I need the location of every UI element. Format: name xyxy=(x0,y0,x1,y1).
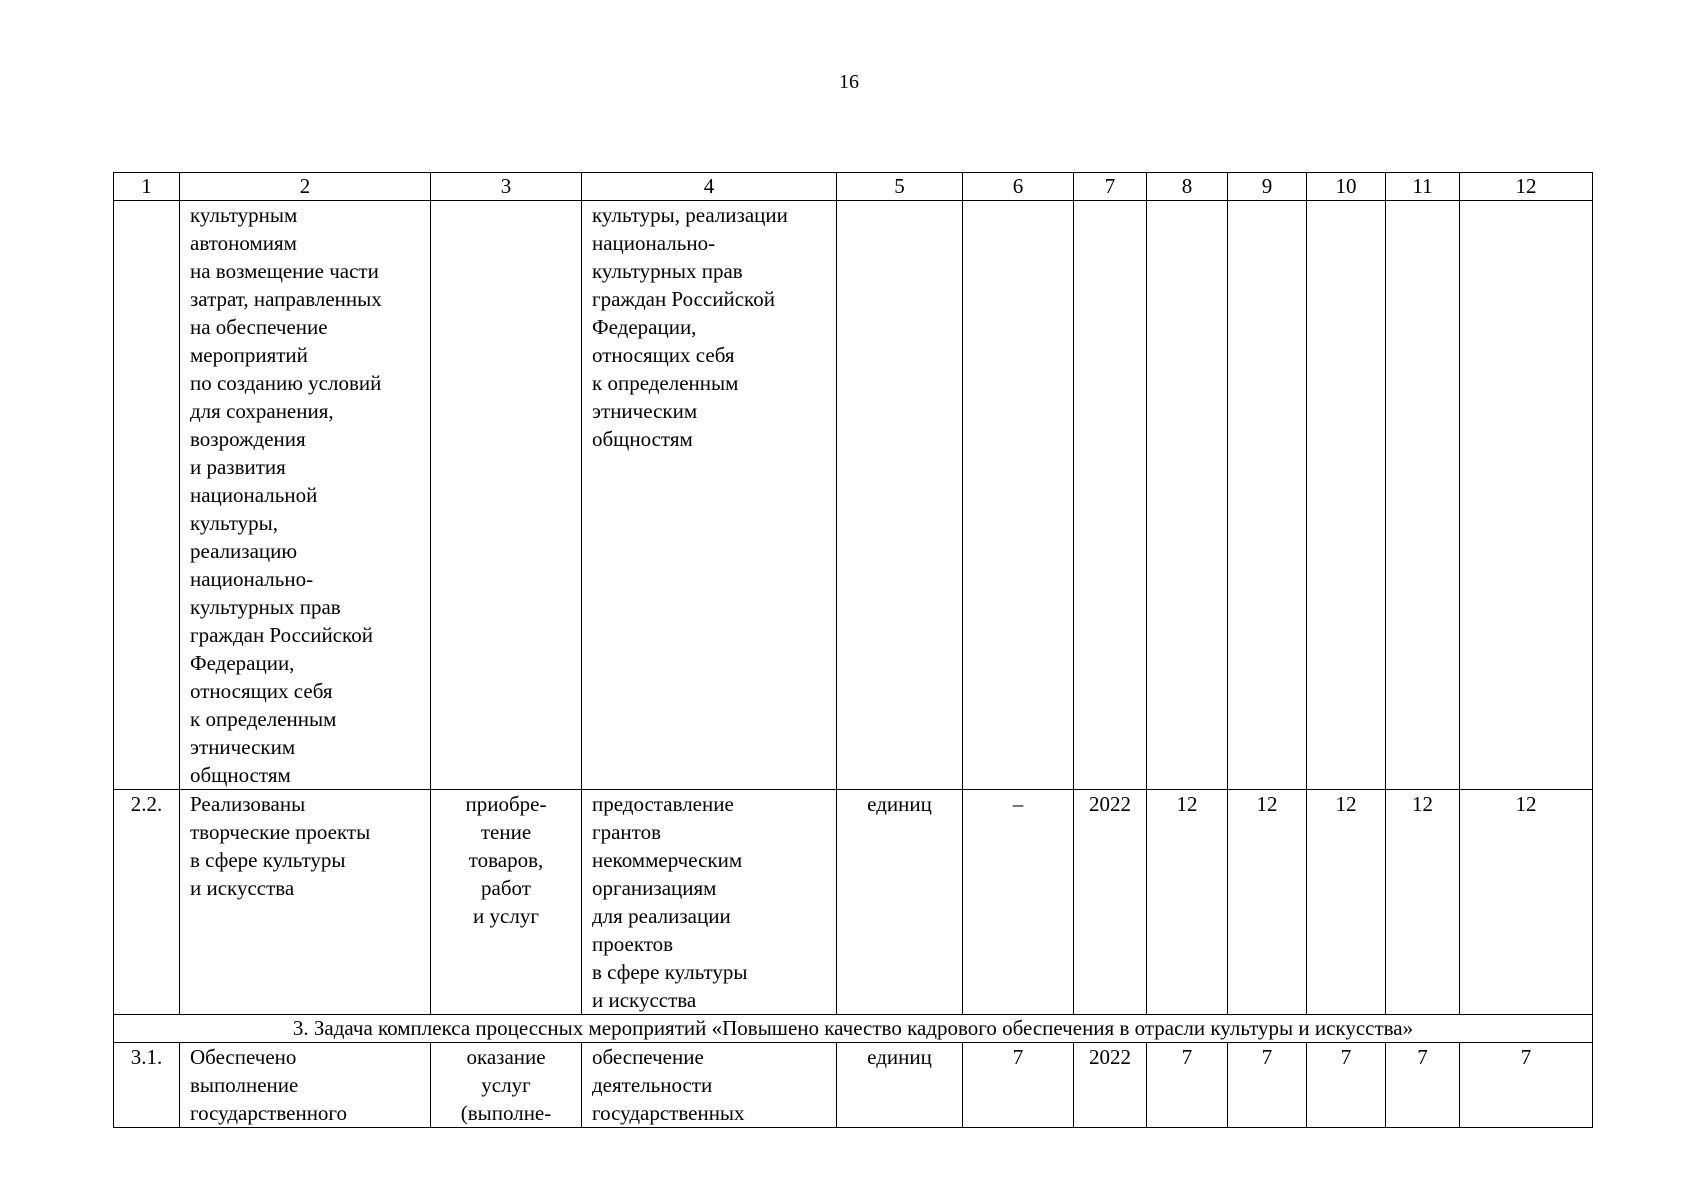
cell-text-line: и развития xyxy=(190,455,286,479)
task-heading: 3. Задача комплекса процессных мероприятий «Повышено качество кадрового обеспечения в отрасли культуры и искусства» xyxy=(114,1015,1593,1043)
measure-type-cell xyxy=(431,790,582,1015)
cell-text-line: на обеспечение xyxy=(190,315,328,339)
cell-text-line: для реализации xyxy=(592,904,731,928)
result-name-cell xyxy=(180,790,431,1015)
base-value-cell: 7 xyxy=(963,1043,1074,1128)
measure-type-cell xyxy=(431,201,582,790)
cell-text-line: национально- xyxy=(190,567,314,591)
table-row-continuation xyxy=(114,201,1593,790)
value-cell: 7 xyxy=(1307,1043,1386,1128)
column-number: 2 xyxy=(180,173,431,201)
value-cell: 7 xyxy=(1147,1043,1228,1128)
cell-text-line: работ xyxy=(481,876,531,900)
measure-type-cell xyxy=(431,1043,582,1128)
cell-text-line: государственных xyxy=(592,1101,745,1125)
measure-description-cell xyxy=(582,1043,837,1128)
cell-text-line: товаров, xyxy=(468,848,544,872)
column-number: 1 xyxy=(114,173,180,201)
row-number-cell: 3.1. xyxy=(114,1043,180,1128)
cell-text-line: по созданию условий xyxy=(190,371,382,395)
column-number: 5 xyxy=(837,173,963,201)
value-cell xyxy=(1386,201,1460,790)
cell-text-line: в сфере культуры xyxy=(190,848,346,872)
cell-text-line: автономиям xyxy=(190,231,297,255)
result-name-cell xyxy=(180,201,431,790)
unit-cell: единиц xyxy=(837,1043,963,1128)
base-year-cell: 2022 xyxy=(1074,790,1147,1015)
cell-text-line: деятельности xyxy=(592,1073,713,1097)
base-year-cell: 2022 xyxy=(1074,1043,1147,1128)
cell-text-line: возрождения xyxy=(190,427,306,451)
value-cell xyxy=(1228,201,1307,790)
cell-text-line: государственного xyxy=(190,1101,348,1125)
cell-text-line: реализацию xyxy=(190,539,298,563)
cell-text-line: приобре- xyxy=(465,792,547,816)
cell-text-line: оказание xyxy=(466,1045,546,1069)
cell-text-line: мероприятий xyxy=(190,343,308,367)
value-cell: 12 xyxy=(1307,790,1386,1015)
row-number-cell xyxy=(114,201,180,790)
cell-text-line: проектов xyxy=(592,932,674,956)
cell-text-line: культурных прав xyxy=(190,595,341,619)
column-number-row xyxy=(114,173,1593,201)
value-cell: 12 xyxy=(1460,790,1593,1015)
column-number: 4 xyxy=(582,173,837,201)
value-cell: 7 xyxy=(1228,1043,1307,1128)
row-number-cell: 2.2. xyxy=(114,790,180,1015)
cell-text-line: культуры, xyxy=(190,511,278,535)
cell-text-line: граждан Российской xyxy=(190,623,373,647)
column-number: 10 xyxy=(1307,173,1386,201)
cell-text-line: на возмещение части xyxy=(190,259,379,283)
cell-text-line: общностям xyxy=(592,427,693,451)
column-number: 11 xyxy=(1386,173,1460,201)
measures-table xyxy=(113,172,1593,1128)
cell-text-line: Обеспечено xyxy=(190,1045,297,1069)
value-cell: 7 xyxy=(1460,1043,1593,1128)
cell-text-line: обеспечение xyxy=(592,1045,704,1069)
column-number: 3 xyxy=(431,173,582,201)
cell-text-line: национальной xyxy=(190,483,318,507)
cell-text-line: культурным xyxy=(190,203,298,227)
cell-text-line: граждан Российской xyxy=(592,287,775,311)
cell-text-line: культурных прав xyxy=(592,259,743,283)
cell-text-line: культуры, реализации xyxy=(592,203,788,227)
cell-text-line: (выполне- xyxy=(460,1101,552,1125)
cell-text-line: Федерации, xyxy=(190,651,295,675)
cell-text-line: и искусства xyxy=(190,876,295,900)
column-number: 6 xyxy=(963,173,1074,201)
unit-cell: единиц xyxy=(837,790,963,1015)
cell-text-line: относящих себя xyxy=(592,343,735,367)
cell-text-line: услуг xyxy=(481,1073,531,1097)
value-cell xyxy=(1460,201,1593,790)
base-value-cell xyxy=(963,201,1074,790)
cell-text-line: выполнение xyxy=(190,1073,299,1097)
cell-text-line: и услуг xyxy=(473,904,539,928)
cell-text-line: для сохранения, xyxy=(190,399,334,423)
cell-text-line: творческие проекты xyxy=(190,820,371,844)
cell-text-line: относящих себя xyxy=(190,679,333,703)
column-number: 9 xyxy=(1228,173,1307,201)
table-row-2-2 xyxy=(114,790,1593,1015)
base-value-cell: – xyxy=(963,790,1074,1015)
cell-text-line: общностям xyxy=(190,763,291,787)
cell-text-line: некоммерческим xyxy=(592,848,743,872)
column-number: 12 xyxy=(1460,173,1593,201)
cell-text-line: затрат, направленных xyxy=(190,287,382,311)
value-cell: 12 xyxy=(1386,790,1460,1015)
value-cell: 12 xyxy=(1147,790,1228,1015)
base-year-cell xyxy=(1074,201,1147,790)
cell-text-line: Федерации, xyxy=(592,315,697,339)
cell-text-line: Реализованы xyxy=(190,792,306,816)
cell-text-line: и искусства xyxy=(592,988,697,1012)
measure-description-cell xyxy=(582,201,837,790)
measure-description-cell xyxy=(582,790,837,1015)
result-name-cell xyxy=(180,1043,431,1128)
value-cell: 12 xyxy=(1228,790,1307,1015)
value-cell xyxy=(1147,201,1228,790)
cell-text-line: национально- xyxy=(592,231,716,255)
value-cell: 7 xyxy=(1386,1043,1460,1128)
cell-text-line: в сфере культуры xyxy=(592,960,748,984)
task-heading-row xyxy=(114,1015,1593,1043)
cell-text-line: этническим xyxy=(592,399,698,423)
cell-text-line: предоставление xyxy=(592,792,734,816)
value-cell xyxy=(1307,201,1386,790)
cell-text-line: тение xyxy=(480,820,532,844)
cell-text-line: к определенным xyxy=(190,707,337,731)
cell-text-line: к определенным xyxy=(592,371,739,395)
column-number: 7 xyxy=(1074,173,1147,201)
cell-text-line: этническим xyxy=(190,735,296,759)
cell-text-line: грантов xyxy=(592,820,661,844)
column-number: 8 xyxy=(1147,173,1228,201)
page-number: 16 xyxy=(839,71,859,93)
table-row-3-1 xyxy=(114,1043,1593,1128)
unit-cell xyxy=(837,201,963,790)
cell-text-line: организациям xyxy=(592,876,717,900)
